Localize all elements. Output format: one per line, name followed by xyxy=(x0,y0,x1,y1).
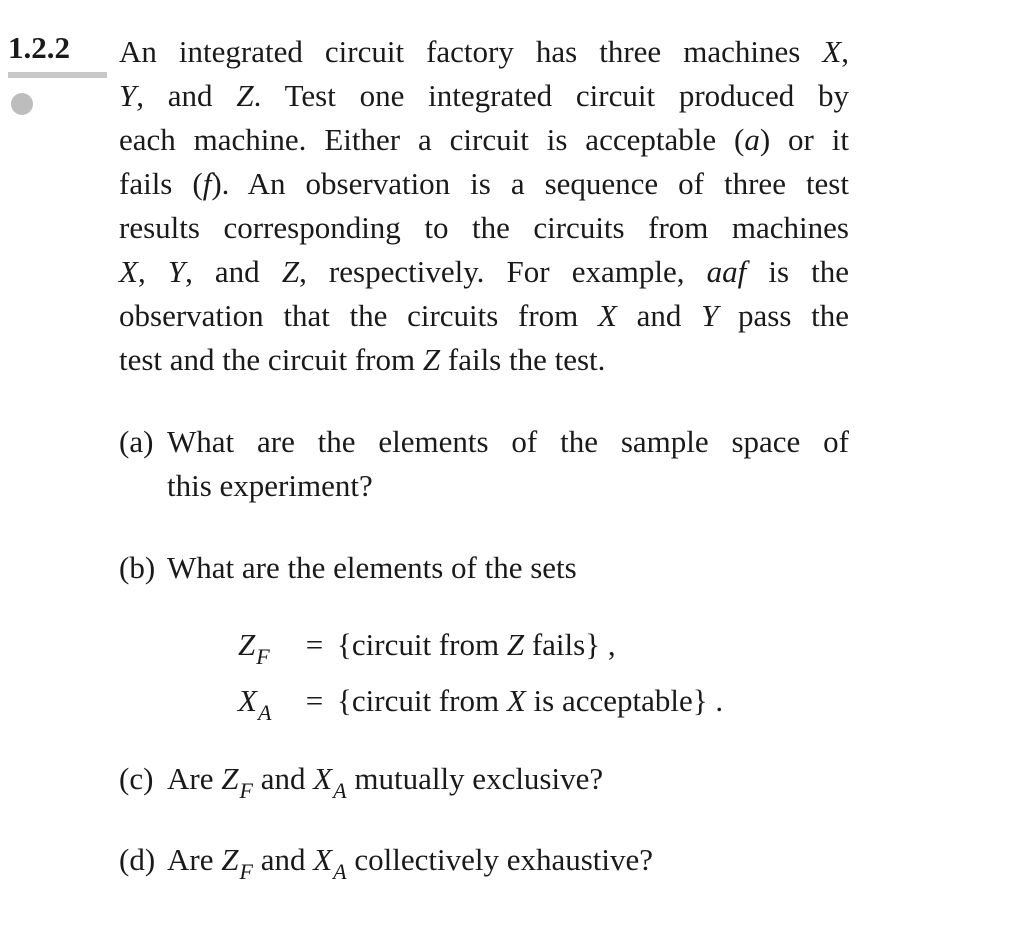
set-xa-punct: . xyxy=(707,683,724,718)
statement-text: , and xyxy=(185,254,282,289)
part-a-text-line2: this experiment? xyxy=(167,468,373,503)
set-zf-equation xyxy=(238,623,616,670)
statement-line xyxy=(119,162,849,206)
part-b xyxy=(119,546,577,590)
set-xa-equation xyxy=(238,679,723,726)
set-xa-close: is acceptable} xyxy=(525,683,708,718)
statement-text: ). An observation is a sequence of three test xyxy=(211,166,849,201)
statement-line xyxy=(119,30,849,74)
statement-text: test and the circuit from xyxy=(119,342,423,377)
statement-text: An integrated circuit factory has three machines xyxy=(119,34,823,69)
statement-text: fails the test. xyxy=(440,342,606,377)
part-a xyxy=(119,420,849,508)
statement-math-var: X xyxy=(597,298,617,333)
statement-text: observation that the circuits from xyxy=(119,298,598,333)
part-c-label: (c) xyxy=(119,761,154,796)
set-zf-open: {circuit from xyxy=(337,627,507,662)
statement-text: , xyxy=(137,254,168,289)
part-d-label: (d) xyxy=(119,842,156,877)
part-d-zf-sub: F xyxy=(239,859,253,884)
statement-text: ) or it xyxy=(759,122,850,157)
statement-text: results corresponding to the circuits from machines xyxy=(119,210,849,245)
statement-math-var: Y xyxy=(167,254,186,289)
statement-math-var: aaf xyxy=(706,254,747,289)
statement-math-var: Z xyxy=(422,342,441,377)
statement-math-var: Z xyxy=(281,254,300,289)
part-d-zf-var: Z xyxy=(221,842,239,877)
statement-math-var: a xyxy=(744,122,760,157)
difficulty-dot-icon xyxy=(11,93,33,115)
set-zf-op: = xyxy=(305,627,324,662)
part-b-text: What are the elements of the sets xyxy=(167,550,577,585)
statement-line xyxy=(119,206,849,250)
statement-text: , respectively. For example, xyxy=(299,254,707,289)
part-a-label: (a) xyxy=(119,424,154,459)
set-xa-open: {circuit from xyxy=(337,683,507,718)
part-d-text-3: collectively exhaustive? xyxy=(354,842,654,877)
statement-math-var: X xyxy=(822,34,842,69)
part-d-xa-var: X xyxy=(313,842,333,877)
part-c-xa-sub: A xyxy=(333,778,347,803)
statement-text: , and xyxy=(136,78,237,113)
set-zf-close: fails} xyxy=(524,627,601,662)
statement-line xyxy=(119,338,849,382)
statement-text: , xyxy=(841,34,849,69)
problem-statement xyxy=(119,30,849,382)
statement-text: pass the xyxy=(718,298,849,333)
set-xa-sub: A xyxy=(257,700,272,725)
part-c-zf-var: Z xyxy=(221,761,239,796)
set-zf-punct: , xyxy=(600,627,616,662)
statement-text: . Test one integrated circuit produced by xyxy=(253,78,849,113)
part-c-text-2: and xyxy=(260,761,306,796)
set-xa-var: X xyxy=(238,683,257,718)
set-xa-var-inner: X xyxy=(506,683,526,718)
set-xa-op: = xyxy=(305,683,324,718)
set-zf-sub: F xyxy=(256,644,270,669)
set-zf-var-inner: Z xyxy=(506,627,525,662)
statement-line xyxy=(119,250,849,294)
statement-text: is the xyxy=(746,254,849,289)
statement-line xyxy=(119,294,849,338)
problem-number: 1.2.2 xyxy=(8,30,70,65)
problem-number-underline xyxy=(8,72,107,78)
part-c-text-1: Are xyxy=(167,761,214,796)
part-c-text-3: mutually exclusive? xyxy=(354,761,604,796)
part-d-text-2: and xyxy=(260,842,306,877)
statement-math-var: Z xyxy=(236,78,254,113)
part-c-xa-var: X xyxy=(313,761,333,796)
statement-math-var: Y xyxy=(701,298,719,333)
part-d xyxy=(119,838,653,885)
statement-line xyxy=(119,118,849,162)
statement-text: each machine. Either a circuit is acceptable ( xyxy=(119,122,745,157)
part-b-label: (b) xyxy=(119,550,156,585)
statement-math-var: Y xyxy=(119,78,137,113)
statement-math-var: X xyxy=(119,254,138,289)
part-c xyxy=(119,757,603,804)
part-c-zf-sub: F xyxy=(239,778,253,803)
statement-math-var: f xyxy=(202,166,212,201)
set-zf-var: Z xyxy=(238,627,256,662)
part-a-text-line1: What are the elements of the sample space of xyxy=(167,424,849,459)
statement-line xyxy=(119,74,849,118)
statement-text: and xyxy=(616,298,702,333)
statement-text: fails ( xyxy=(119,166,203,201)
part-d-text-1: Are xyxy=(167,842,214,877)
part-d-xa-sub: A xyxy=(333,859,347,884)
